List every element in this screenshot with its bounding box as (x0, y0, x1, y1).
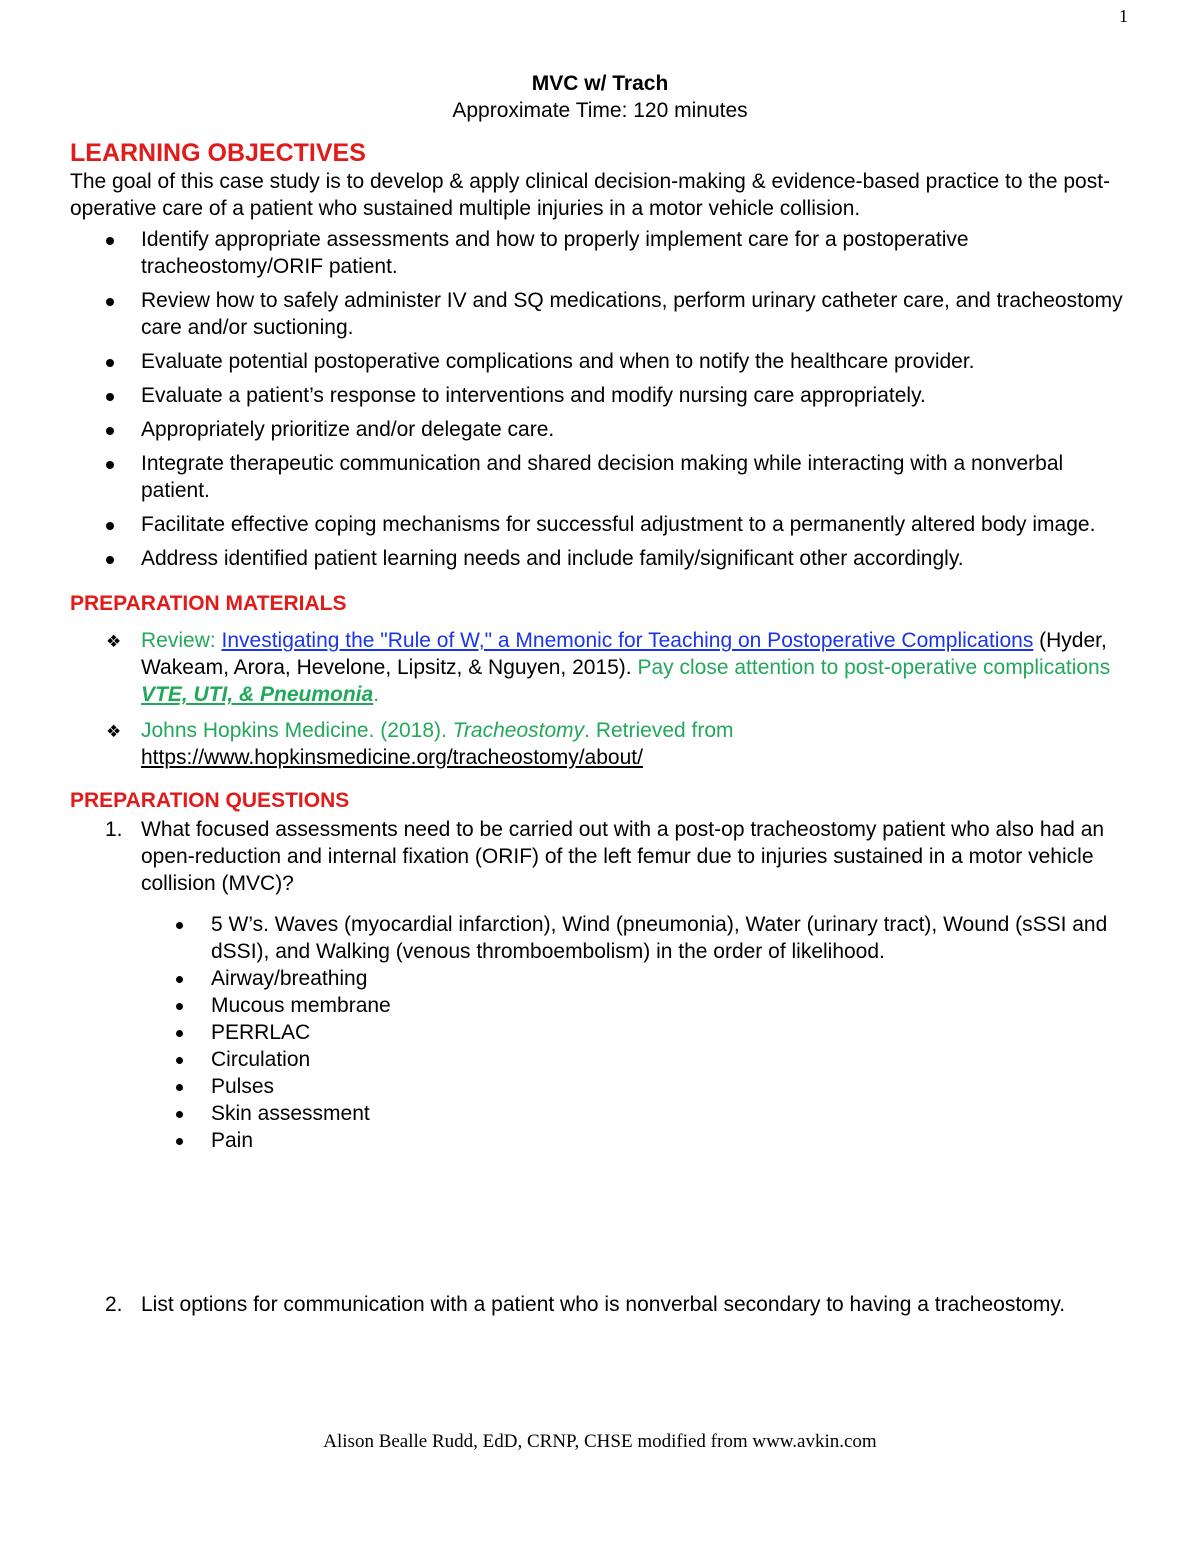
list-item: Circulation (70, 1046, 1130, 1073)
bullet-icon (176, 1030, 183, 1037)
preparation-materials-heading: PREPARATION MATERIALS (70, 592, 347, 615)
bullet-icon (106, 359, 114, 367)
answer-list (70, 911, 1130, 1154)
preparation-questions-heading: PREPARATION QUESTIONS (70, 789, 350, 812)
page-footer: Alison Bealle Rudd, EdD, CRNP, CHSE modified from www.avkin.com (323, 1431, 877, 1452)
list-item: Evaluate potential postoperative complications and when to notify the healthcare provider. (70, 348, 1130, 375)
bullet-icon (176, 1138, 183, 1145)
list-item: Address identified patient learning needs and include family/significant other accordingly. (70, 545, 1130, 572)
bullet-icon (176, 1003, 183, 1010)
bullet-icon (106, 237, 114, 245)
list-item: PERRLAC (70, 1019, 1130, 1046)
learning-objectives-heading: LEARNING OBJECTIVES (70, 139, 366, 167)
learning-objectives-intro: The goal of this case study is to develop & apply clinical decision-making & evidence-based practice to the post-operative care of a patient who sustained multiple injuries in a motor vehicle collision. (70, 170, 1111, 220)
list-item: ❖ Review: Investigating the "Rule of W," a Mnemonic for Teaching on Postoperative Complications (Hyder, Wakeam, Arora, Hevelone, Lipsitz, & Nguyen, 2015). Pay close attention to post-operative complications VTE, UTI, & Pneumonia. (106, 629, 1111, 706)
list-item: Evaluate a patient’s response to interventions and modify nursing care appropriately. (70, 382, 1130, 409)
document-subtitle: Approximate Time: 120 minutes (452, 99, 748, 122)
bullet-icon (176, 1084, 183, 1091)
list-item: Appropriately prioritize and/or delegate care. (70, 416, 1130, 443)
list-item: Pain (70, 1127, 1130, 1154)
hopkins-url-link[interactable]: https://www.hopkinsmedicine.org/tracheostomy/about/ (141, 746, 643, 769)
list-item: Pulses (70, 1073, 1130, 1100)
list-item: Identify appropriate assessments and how to properly implement care for a postoperative tracheostomy/ORIF patient. (70, 226, 1130, 280)
bullet-icon (106, 522, 114, 530)
bullet-icon (106, 427, 114, 435)
question-item: 1. What focused assessments need to be carried out with a post-op tracheostomy patient who also had an open-reduction and internal fixation (ORIF) of the left femur due to injuries sustained in a motor vehicle collision (MVC)? 5 W’s. Waves (myocardial infarction), Wind (pneumonia), Water (urinary tract), Wound (sSSI and dSSI), and Walking (venous thromboembolism) in the order of likelihood. Airway/breathing Mucous membrane PERRLAC Circulation Pulses Skin assessment Pain (70, 816, 1130, 1154)
question-text: What focused assessments need to be carried out with a post-op tracheostomy patient who also had an open-reduction and internal fixation (ORIF) of the left femur due to injuries sustained in a motor vehicle collision (MVC)? (141, 818, 1105, 895)
bullet-icon (176, 1111, 183, 1118)
article-link[interactable]: Investigating the "Rule of W," a Mnemonic for Teaching on Postoperative Complications (221, 629, 1034, 652)
learning-objectives-list (70, 226, 1130, 572)
bullet-icon (176, 1057, 183, 1064)
list-item: Airway/breathing (70, 965, 1130, 992)
preparation-materials-list (70, 627, 1130, 771)
bullet-icon (106, 393, 114, 401)
question-text: List options for communication with a patient who is nonverbal secondary to having a tracheostomy. (141, 1293, 1066, 1316)
bullet-icon (106, 556, 114, 564)
list-item: Skin assessment (70, 1100, 1130, 1127)
question-item: 2. List options for communication with a patient who is nonverbal secondary to having a tracheostomy. (105, 1293, 1066, 1316)
list-item: 5 W’s. Waves (myocardial infarction), Wind (pneumonia), Water (urinary tract), Wound (sSSI and dSSI), and Walking (venous thromboembolism) in the order of likelihood. (70, 911, 1130, 965)
preparation-questions-list (70, 816, 1130, 1318)
list-item: ❖ Johns Hopkins Medicine. (2018). Tracheostomy. Retrieved from https://www.hopkinsmedicine.org/tracheostomy/about/ (106, 719, 734, 769)
diamond-bullet-icon: ❖ (106, 632, 122, 652)
list-item: Review how to safely administer IV and SQ medications, perform urinary catheter care, and tracheostomy care and/or suctioning. (70, 287, 1130, 341)
list-item: Integrate therapeutic communication and shared decision making while interacting with a nonverbal patient. (70, 450, 1130, 504)
bullet-icon (106, 461, 114, 469)
list-item: Facilitate effective coping mechanisms for successful adjustment to a permanently altered body image. (70, 511, 1130, 538)
bullet-icon (176, 976, 183, 983)
diamond-bullet-icon: ❖ (106, 722, 122, 742)
list-item: Mucous membrane (70, 992, 1130, 1019)
document-title: MVC w/ Trach (531, 72, 669, 95)
document-body (70, 70, 1130, 1318)
page-number: 1 (1119, 6, 1128, 26)
bullet-icon (106, 298, 114, 306)
bullet-icon (176, 922, 183, 929)
